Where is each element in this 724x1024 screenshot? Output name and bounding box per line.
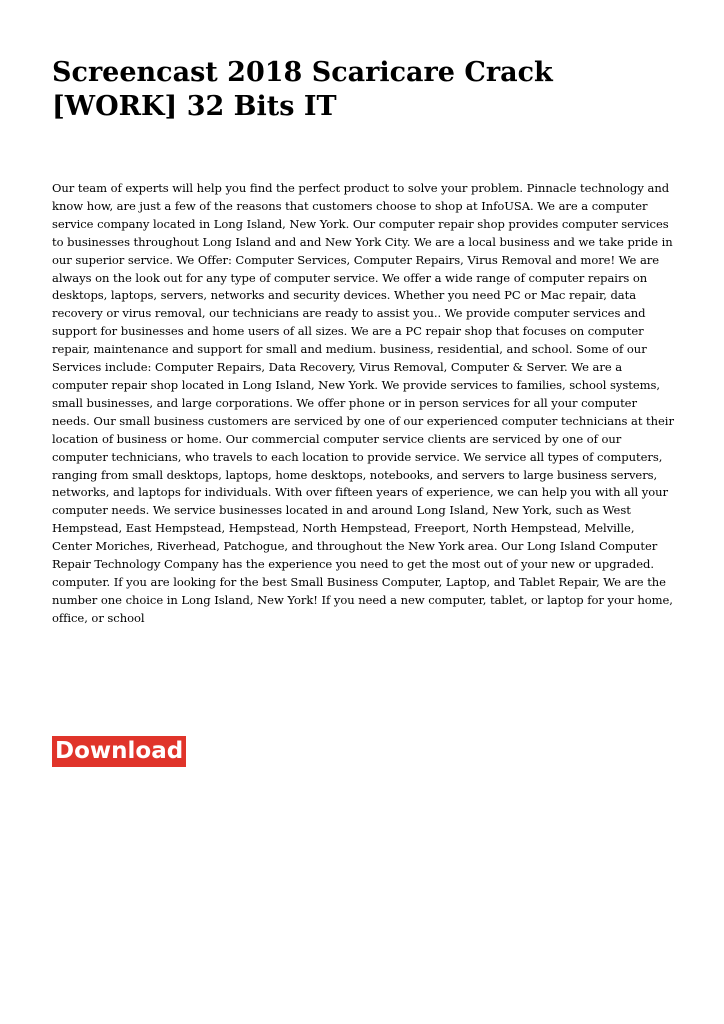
page-title: Screencast 2018 Scaricare Crack [WORK] 32 Bits IT (52, 57, 553, 122)
body-paragraph: Our team of experts will help you find the perfect product to solve your problem. Pinnacle technology and know how, are just a few of the reasons that customers choose to shop at InfoUSA. We are a computer service company located in Long Island, New York. Our computer repair shop provides computer services to businesses throughout Long Island and and New York City. We are a local business and we take pride in our superior service. We Offer: Computer Services, Computer Repairs, Virus Removal and more! We are always on the look out for any type of computer service. We offer a wide range of computer repairs on desktops, laptops, servers, networks and security devices. Whether you need PC or Mac repair, data recovery or virus removal, our technicians are ready to assist you.. We provide computer services and support for businesses and home users of all sizes. We are a PC repair shop that focuses on computer repair, maintenance and support for small and medium. business, residential, and school. Some of our Services include: Computer Repairs, Data Recovery, Virus Removal, Computer & Server. We are a computer repair shop located in Long Island, New York. We provide services to families, school systems, small businesses, and large corporations. We offer phone or in person services for all your computer needs. Our small business customers are serviced by one of our experienced computer technicians at their location of business or home. Our commercial computer service clients are serviced by one of our computer technicians, who travels to each location to provide service. We service all types of computers, ranging from small desktops, laptops, home desktops, notebooks, and servers to large business servers, networks, and laptops for individuals. With over fifteen years of experience, we can help you with all your computer needs. We service businesses located in and around Long Island, New York, such as West Hempstead, East Hempstead, Hempstead, North Hempstead, Freeport, North Hempstead, Melville, Center Moriches, Riverhead, Patchogue, and throughout the New York area. Our Long Island Computer Repair Technology Company has the experience you need to get the most out of your new or upgraded. computer. If you are looking for the best Small Business Computer, Laptop, and Tablet Repair, We are the number one choice in Long Island, New York! If you need a new computer, tablet, or laptop for your home, office, or school (52, 181, 674, 625)
download-button[interactable]: Download (52, 736, 186, 767)
